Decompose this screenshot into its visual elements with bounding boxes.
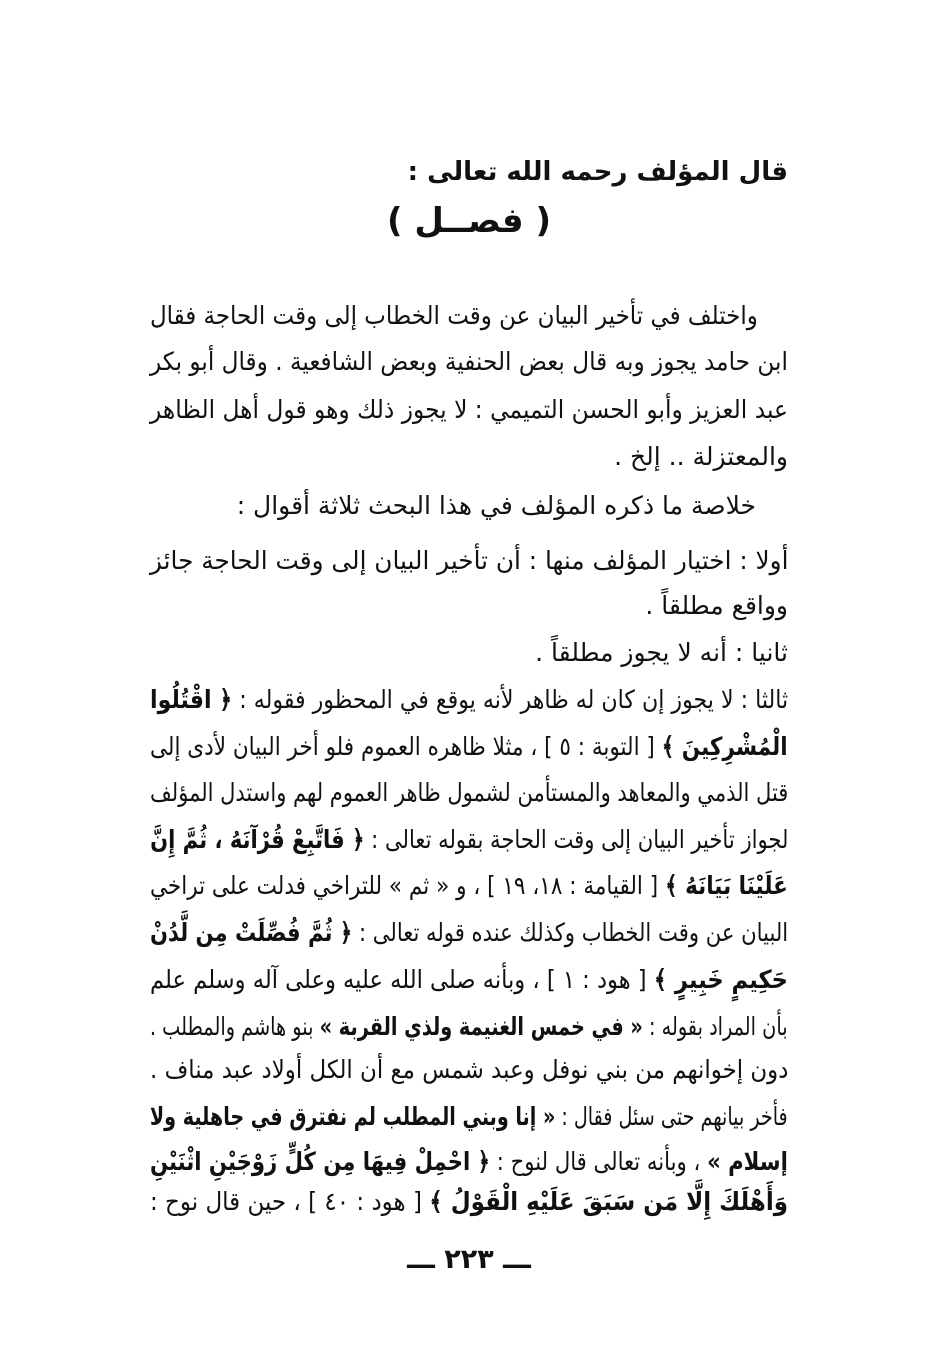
- text-line: [150, 1007, 788, 1047]
- text-segment: أولا : اختيار المؤلف منها : أن تأخير البيان إلى وقت الحاجة جائز: [149, 546, 788, 575]
- text-line: [614, 437, 788, 477]
- quote-segment: الْمُشْرِكِينَ ﴾: [662, 732, 788, 761]
- text-segment: [ التوبة : ٥ ] ، مثلا ظاهره العموم فلو أخر البيان لأدى إلى: [150, 732, 663, 761]
- text-line: [645, 586, 788, 626]
- text-segment: والمعتزلة .. إلخ .: [614, 442, 788, 471]
- text-line: [150, 820, 788, 860]
- text-segment: خلاصة ما ذكره المؤلف في هذا البحث ثلاثة أقوال :: [236, 491, 756, 520]
- text-segment: فأخر بيانهم حتى سئل فقال :: [555, 1102, 788, 1131]
- text-line: [150, 296, 758, 336]
- text-segment: ثانيا : أنه لا يجوز مطلقاً .: [535, 638, 788, 667]
- text-line: [150, 1097, 788, 1137]
- text-line: [150, 390, 788, 430]
- text-line: [237, 486, 756, 526]
- author-heading: قال المؤلف رحمه الله تعالى :: [407, 157, 788, 187]
- text-line: [150, 680, 788, 720]
- text-segment: عبد العزيز وأبو الحسن التميمي : لا يجوز ذلك وهو قول أهل الظاهر: [150, 395, 788, 424]
- text-segment: ابن حامد يجوز وبه قال بعض الحنفية وبعض الشافعية . وقال أبو بكر: [150, 347, 788, 376]
- text-line: [150, 1142, 788, 1182]
- text-line: [150, 342, 788, 382]
- quote-segment: « في خمس الغنيمة ولذي القربة »: [320, 1012, 644, 1041]
- text-segment: دون إخوانهم من بني نوفل وعبد شمس مع أن الكل أولاد عبد مناف .: [149, 1055, 788, 1084]
- quote-segment: حَكِيمٍ خَبِيرٍ ﴾: [653, 965, 788, 994]
- quote-segment: ﴿ فَاتَّبِعْ قُرْآنَهُ ، ثُمَّ إِنَّ: [149, 825, 365, 854]
- text-segment: [ هود : ٤٠ ] ، حين قال نوح :: [149, 1187, 430, 1216]
- text-line: [150, 727, 788, 767]
- text-line: [150, 960, 788, 1000]
- text-segment: ثالثا : لا يجوز إن كان له ظاهر لأنه يوقع في المحظور فقوله :: [232, 685, 788, 714]
- text-segment: بأن المراد بقوله :: [643, 1012, 788, 1041]
- text-segment: [ القيامة : ١٨، ١٩ ] ، و « ثم » للتراخي فدلت على تراخي: [150, 871, 666, 900]
- text-line: [150, 866, 788, 906]
- text-line: [535, 633, 788, 673]
- text-segment: قتل الذمي والمعاهد والمستأمن لشمول ظاهر العموم لهم واستدل المؤلف: [149, 778, 788, 807]
- text-segment: لجواز تأخير البيان إلى وقت الحاجة بقوله تعالى :: [364, 825, 788, 854]
- quote-segment: ﴿ اقْتُلُوا: [149, 685, 233, 714]
- quote-segment: وَأَهْلَكَ إِلَّا مَن سَبَقَ عَلَيْهِ الْقَوْلُ ﴾: [429, 1187, 788, 1216]
- quote-segment: عَلَيْنَا بَيَانَهُ ﴾: [665, 871, 788, 900]
- text-segment: وواقع مطلقاً .: [645, 591, 788, 620]
- page-number: ـــ ٢٢٣ ـــ: [407, 1244, 531, 1275]
- quote-segment: ﴿ احْمِلْ فِيهَا مِن كُلٍّ زَوْجَيْنِ اثْنَيْنِ: [150, 1147, 491, 1176]
- quote-segment: إسلام »: [707, 1147, 788, 1176]
- quote-segment: ﴿ ثُمَّ فُصِّلَتْ مِن لَّدُنْ: [149, 918, 353, 947]
- text-line: [150, 1050, 788, 1090]
- text-line: [150, 1182, 788, 1222]
- text-line: [150, 541, 788, 581]
- text-segment: البيان عن وقت الخطاب وكذلك عنده قوله تعالى :: [352, 918, 788, 947]
- text-line: [150, 773, 788, 813]
- quote-segment: « إنا وبني المطلب لم نفترق في جاهلية ولا: [150, 1102, 556, 1131]
- text-segment: بنو هاشم والمطلب .: [150, 1012, 321, 1041]
- text-segment: [ هود : ١ ] ، وبأنه صلى الله عليه وعلى آله وسلم علم: [150, 965, 654, 994]
- section-title: ( فصــل ): [386, 201, 552, 241]
- text-segment: ، وبأنه تعالى قال لنوح :: [490, 1147, 708, 1176]
- text-line: [150, 913, 788, 953]
- text-segment: واختلف في تأخير البيان عن وقت الخطاب إلى وقت الحاجة فقال: [150, 301, 758, 330]
